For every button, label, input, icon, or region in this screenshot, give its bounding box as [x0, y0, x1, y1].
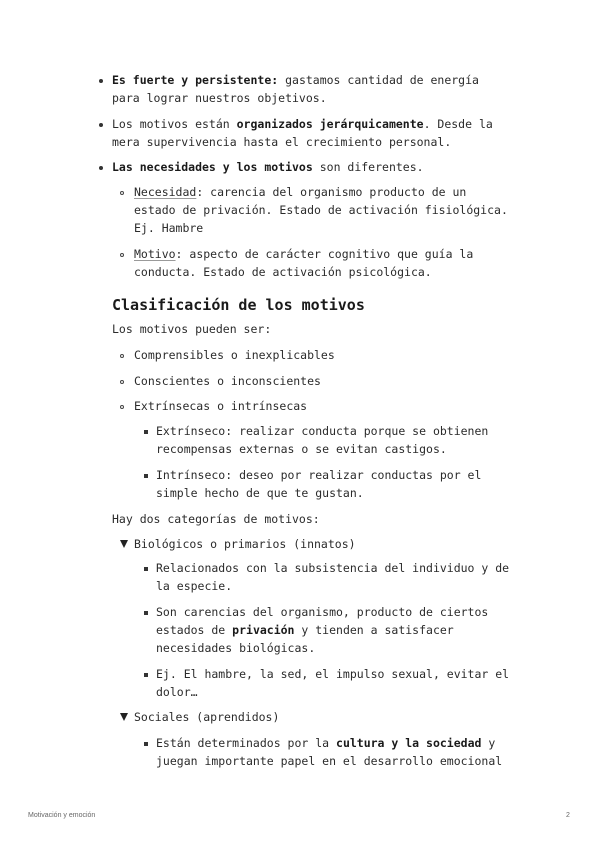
list-item-continuation: simple hecho de que te gustan. — [156, 486, 364, 500]
paragraph: Los motivos pueden ser: — [112, 322, 272, 336]
list-item: Conscientes o inconscientes — [134, 374, 321, 388]
list-item: Intrínseco: deseo por realizar conductas por el — [156, 468, 482, 482]
toggle-biologicos[interactable]: Biológicos o primarios (innatos) — [134, 537, 356, 551]
bullet — [144, 567, 148, 571]
bullet — [99, 123, 103, 127]
paragraph: Hay dos categorías de motivos: — [112, 512, 320, 526]
list-item: Los motivos están organizados jerárquicamente. Desde la — [112, 117, 493, 131]
bullet — [99, 166, 103, 170]
bullet — [120, 253, 124, 257]
list-item: Motivo: aspecto de carácter cognitivo que guía la — [134, 247, 474, 261]
toggle-triangle-icon[interactable] — [120, 540, 128, 548]
list-item-continuation: mera supervivencia hasta el crecimiento personal. — [112, 135, 452, 149]
bullet — [120, 380, 124, 384]
list-item-continuation: la especie. — [156, 579, 233, 593]
list-item-continuation: para lograr nuestros objetivos. — [112, 91, 327, 105]
bullet — [120, 405, 124, 409]
bullet — [144, 474, 148, 478]
bullet — [144, 673, 148, 677]
list-item: Son carencias del organismo, producto de ciertos — [156, 605, 489, 619]
list-item: Extrínseco: realizar conducta porque se obtienen — [156, 424, 489, 438]
list-item: Extrínsecas o intrínsecas — [134, 399, 308, 413]
list-item: Comprensibles o inexplicables — [134, 348, 335, 362]
bullet — [144, 430, 148, 434]
list-item-continuation: dolor… — [156, 685, 198, 699]
list-item: Es fuerte y persistente: gastamos cantidad de energía — [112, 73, 479, 87]
bullet — [120, 191, 124, 195]
list-item: Están determinados por la cultura y la sociedad y — [156, 736, 496, 750]
toggle-triangle-icon[interactable] — [120, 713, 128, 721]
footer-title: Motivación y emoción — [28, 812, 96, 819]
list-item-continuation: necesidades biológicas. — [156, 641, 316, 655]
list-item-continuation: recompensas externas o se evitan castigos. — [156, 442, 447, 456]
list-item: Ej. El hambre, la sed, el impulso sexual, evitar el — [156, 667, 510, 681]
section-heading: Clasificación de los motivos — [112, 296, 365, 314]
list-item: Necesidad: carencia del organismo producto de un — [134, 185, 467, 199]
bullet — [120, 354, 124, 358]
list-item-continuation: juegan importante papel en el desarrollo emocional — [156, 754, 503, 768]
toggle-sociales[interactable]: Sociales (aprendidos) — [134, 710, 280, 724]
list-item-continuation: estados de privación y tienden a satisfacer — [156, 623, 454, 637]
bullet — [144, 611, 148, 615]
list-item: Las necesidades y los motivos son diferentes. — [112, 160, 424, 174]
page-number: 2 — [566, 812, 570, 819]
list-item: Relacionados con la subsistencia del individuo y de — [156, 561, 510, 575]
bullet — [99, 79, 103, 83]
list-item-continuation: Ej. Hambre — [134, 221, 204, 235]
bullet — [144, 742, 148, 746]
list-item-continuation: conducta. Estado de activación psicológica. — [134, 265, 432, 279]
list-item-continuation: estado de privación. Estado de activación fisiológica. — [134, 203, 508, 217]
